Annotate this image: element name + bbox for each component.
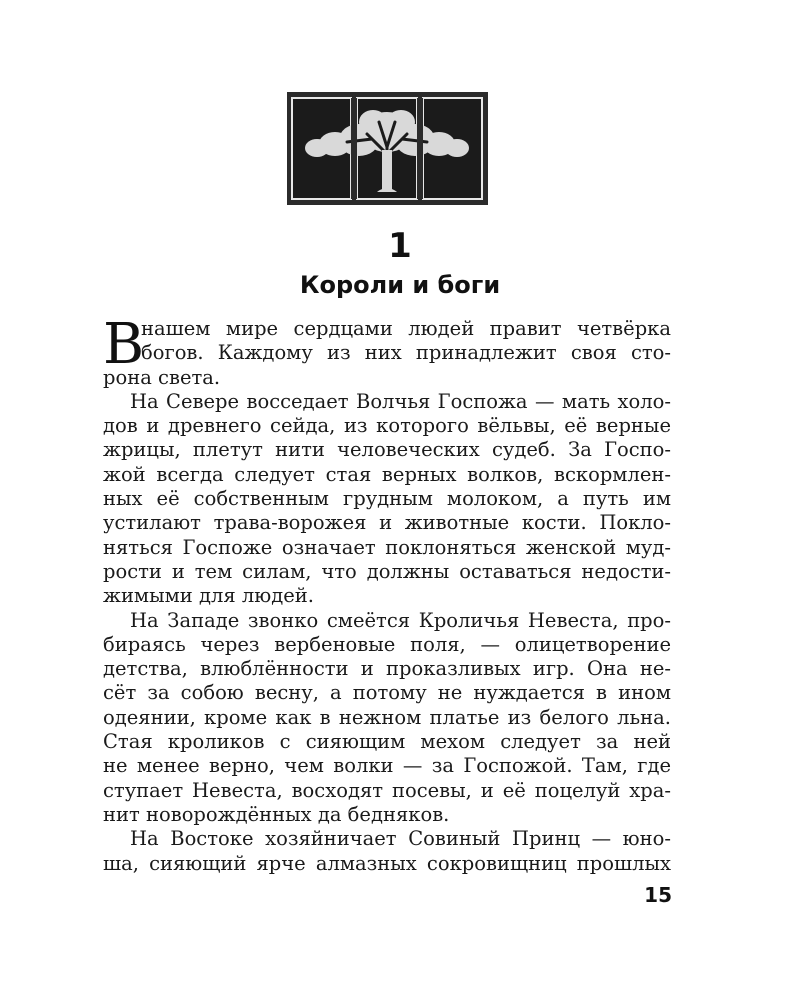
text-line: На Востоке хозяйничает Совиный Принц — юно-: [130, 827, 671, 851]
text-line: нашем мире сердцами людей правит четвёрка: [141, 317, 671, 340]
chapter-title: Короли и боги: [299, 271, 501, 299]
text-line: рона света.: [103, 365, 221, 389]
text-line: На Западе звонко смеётся Кроличья Невеста, про-: [130, 608, 671, 632]
text-line: устилают трава-ворожея и животные кости. Покло-: [103, 511, 671, 535]
chapter-number: 1: [388, 226, 412, 266]
page-number: 15: [644, 883, 672, 907]
text-line: дов и древнего сейда, из которого вёльвы, её верные: [103, 414, 671, 438]
text-line: не менее верно, чем волки — за Госпожой. Там, где: [103, 754, 671, 778]
text-line: няться Госпоже означает поклоняться женской муд-: [103, 535, 671, 559]
text-line: жимыми для людей.: [103, 584, 314, 608]
text-line: одеянии, кроме как в нежном платье из белого льна.: [103, 705, 671, 729]
text-line: жрицы, плетут нити человеческих судеб. За Госпо-: [103, 438, 671, 462]
text-line: нит новорождённых да бедняков.: [103, 802, 450, 826]
text-line: рости и тем силам, что должны оставаться недости-: [103, 559, 671, 583]
drop-cap: В: [103, 312, 145, 377]
text-line: На Севере восседает Волчья Госпожа — мать холо-: [130, 389, 671, 413]
text-line: бираясь через вербеновые поля, — олицетворение: [103, 632, 671, 656]
text-line: сёт за собою весну, а потому не нуждается в ином: [103, 681, 671, 705]
text-line: жой всегда следует стая верных волков, вскормлен-: [103, 462, 671, 486]
text-line: Стая кроликов с сияющим мехом следует за ней: [103, 730, 671, 754]
text-line: детства, влюблённости и проказливых игр. Она не-: [103, 657, 671, 681]
chapter-emblem-tree: [287, 92, 488, 205]
tree-icon: [287, 92, 488, 205]
text-line: ных её собственным грудным молоком, а путь им: [103, 487, 671, 511]
text-line: богов. Каждому из них принадлежит своя сто-: [141, 341, 671, 365]
chapter-body: [103, 312, 671, 876]
text-line: ступает Невеста, восходят посевы, и её поцелуй хра-: [103, 778, 671, 802]
text-line: ша, сияющий ярче алмазных сокровищниц прошлых: [103, 851, 671, 875]
